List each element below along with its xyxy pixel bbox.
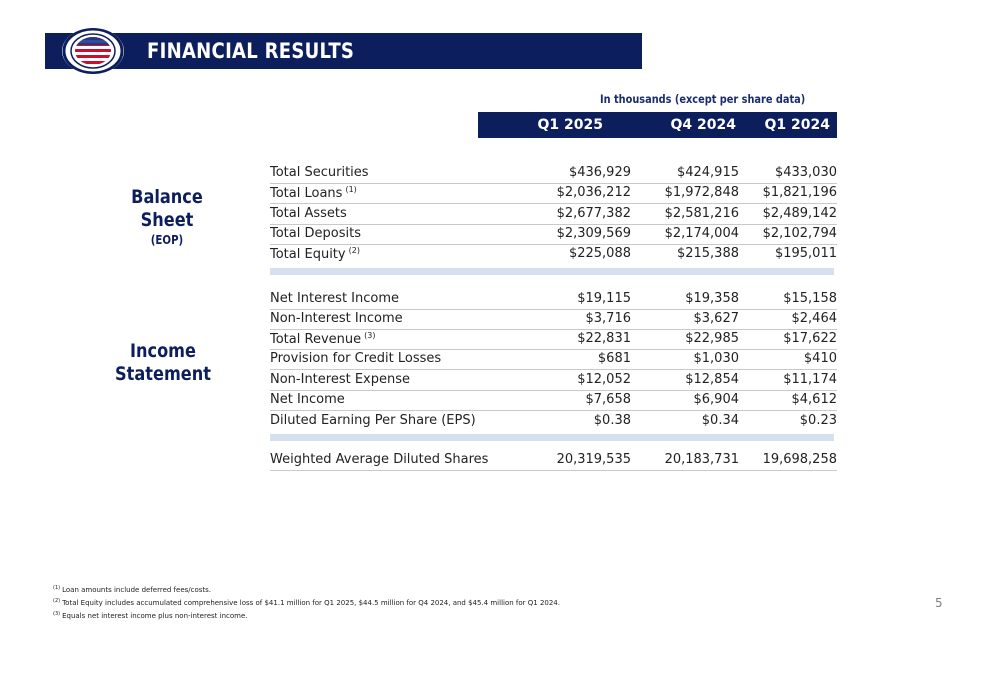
footnote-ref: (3): [364, 331, 376, 340]
cell-value: $225,088: [568, 246, 631, 261]
table-row: [270, 329, 837, 350]
section-separator: [270, 434, 834, 441]
table-row: [270, 349, 837, 370]
table-row: [270, 450, 837, 471]
table-row: [270, 224, 837, 245]
cell-value: $2,102,794: [762, 226, 837, 241]
cell-value: $2,677,382: [556, 206, 631, 221]
cell-value: $3,627: [693, 311, 739, 326]
footnote-ref: (2): [348, 246, 360, 255]
cell-value: $2,489,142: [762, 206, 837, 221]
section-separator: [270, 268, 834, 275]
row-label: Net Income: [270, 392, 345, 407]
footnote: $^{(1)}$ Loan amounts include deferred fees/costs.: [53, 585, 212, 594]
cell-value: 19,698,258: [762, 452, 837, 467]
cell-value: $12,052: [577, 372, 631, 387]
balance-sheet-label-line2: Sheet: [140, 209, 194, 231]
row-label: Provision for Credit Losses: [270, 351, 442, 366]
cell-value: $1,972,848: [664, 185, 739, 200]
row-label: Total Loans $^{(1)}$: [270, 185, 357, 201]
table-row: [270, 244, 837, 264]
column-header-bar: [478, 112, 837, 138]
balance-sheet-label-line1: Balance: [131, 186, 203, 208]
cell-value: $2,464: [791, 311, 837, 326]
cell-value: $0.38: [593, 413, 631, 428]
cell-value: $1,030: [693, 351, 739, 366]
column-header-q4-2024: Q4 2024: [670, 117, 736, 133]
cell-value: $436,929: [568, 165, 631, 180]
page-number: 5: [935, 596, 943, 610]
cell-value: $681: [597, 351, 631, 366]
table-row: [270, 370, 837, 391]
cell-value: $195,011: [774, 246, 837, 261]
cell-value: $0.34: [701, 413, 739, 428]
cell-value: $7,658: [585, 392, 631, 407]
row-label: Total Deposits: [270, 226, 361, 241]
table-row: [270, 204, 837, 225]
footnotes: [53, 583, 560, 622]
row-label: Diluted Earning Per Share (EPS): [270, 413, 476, 428]
cell-value: $19,358: [685, 291, 739, 306]
cell-value: $2,174,004: [664, 226, 739, 241]
cell-value: $433,030: [774, 165, 837, 180]
table-row: [270, 289, 837, 310]
balance-sheet-sub-label: (EOP): [150, 233, 184, 247]
income-statement-label-line1: Income: [130, 340, 196, 362]
row-label: Weighted Average Diluted Shares: [270, 452, 489, 467]
cell-value: 20,183,731: [664, 452, 739, 467]
row-label: Total Revenue $^{(3)}$: [270, 331, 376, 347]
row-label: Total Assets: [270, 206, 347, 221]
row-label: Total Equity $^{(2)}$: [270, 246, 360, 262]
cell-value: $17,622: [783, 331, 837, 346]
flag-seal-icon: [62, 28, 124, 74]
column-header-q1-2024: Q1 2024: [764, 117, 830, 133]
footnote: $^{(2)}$ Total Equity includes accumulated comprehensive loss of $41.1 million for Q1 2025, $44.5 million for Q4 2024, and $45.4 million for Q1 2024.: [53, 598, 560, 607]
table-row: [270, 390, 837, 411]
income-statement-label-line2: Statement: [115, 363, 211, 385]
cell-value: $2,581,216: [664, 206, 739, 221]
cell-value: $4,612: [791, 392, 837, 407]
cell-value: $0.23: [799, 413, 837, 428]
row-label: Non-Interest Income: [270, 311, 403, 326]
cell-value: $2,036,212: [556, 185, 631, 200]
cell-value: $2,309,569: [556, 226, 631, 241]
cell-value: $12,854: [685, 372, 739, 387]
table-row: [270, 163, 837, 184]
cell-value: $215,388: [676, 246, 739, 261]
footnote: $^{(3)}$ Equals net interest income plus non-interest income.: [53, 611, 248, 620]
page-title: FINANCIAL RESULTS: [147, 39, 355, 63]
column-header-q1-2025: Q1 2025: [537, 117, 603, 133]
cell-value: 20,319,535: [556, 452, 631, 467]
cell-value: $424,915: [676, 165, 739, 180]
footnote-ref: (1): [345, 185, 357, 194]
balance-sheet-label: [92, 186, 242, 248]
cell-value: $410: [803, 351, 837, 366]
cell-value: $6,904: [693, 392, 739, 407]
cell-value: $11,174: [783, 372, 837, 387]
units-note: In thousands (except per share data): [600, 92, 806, 106]
cell-value: $1,821,196: [762, 185, 837, 200]
cell-value: $22,831: [577, 331, 631, 346]
table-row: [270, 411, 837, 431]
cell-value: $15,158: [783, 291, 837, 306]
income-statement-label: [88, 340, 238, 386]
row-label: Net Interest Income: [270, 291, 400, 306]
cell-value: $19,115: [577, 291, 631, 306]
row-label: Non-Interest Expense: [270, 372, 411, 387]
table-row: [270, 183, 837, 204]
table-row: [270, 309, 837, 330]
cell-value: $3,716: [585, 311, 631, 326]
row-label: Total Securities: [270, 165, 369, 180]
cell-value: $22,985: [685, 331, 739, 346]
